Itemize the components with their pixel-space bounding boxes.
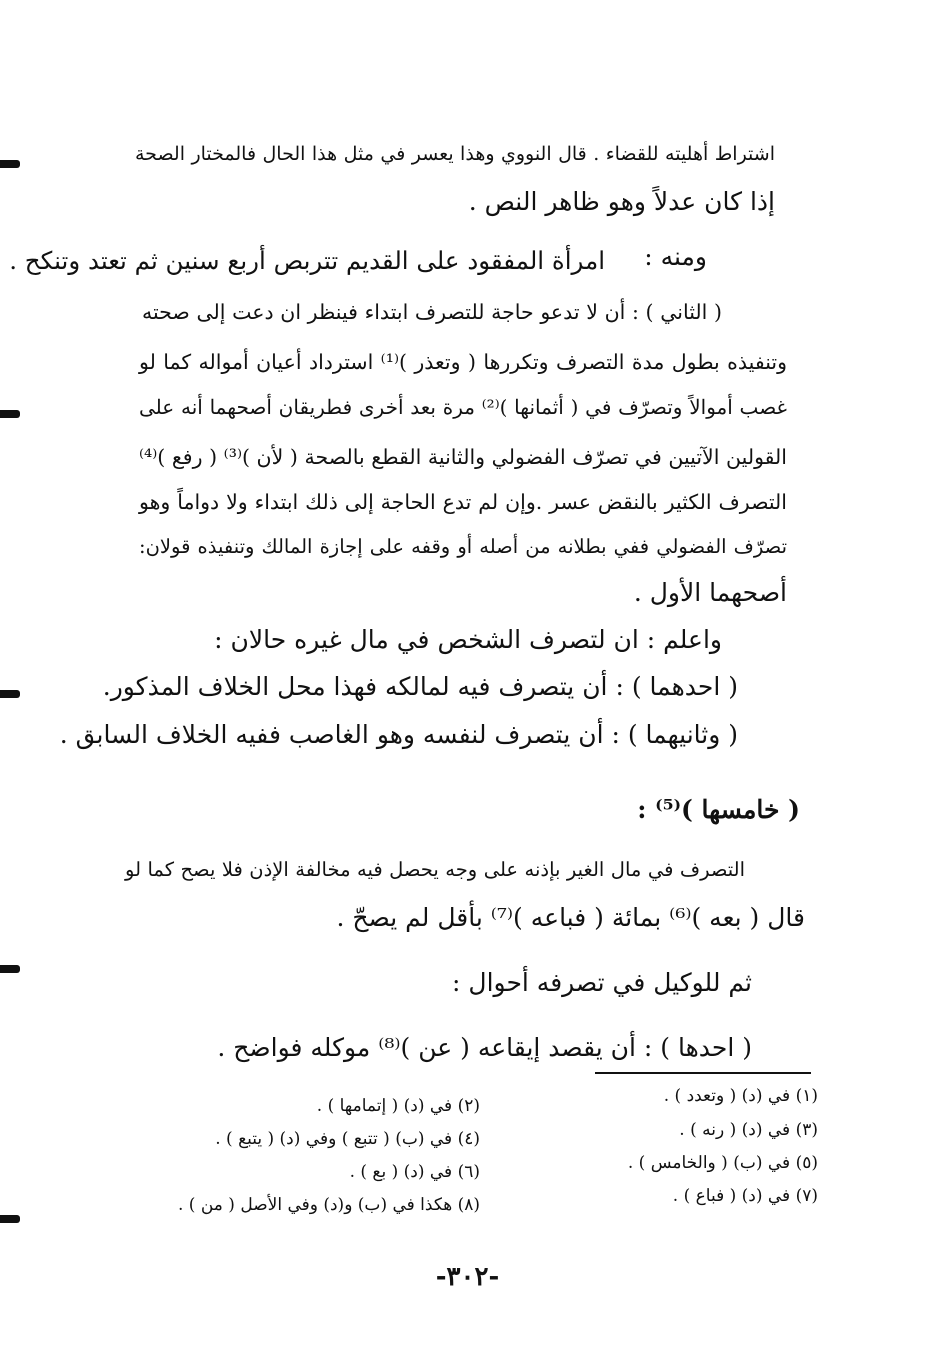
binding-mark [0,1215,20,1223]
binding-mark [0,160,20,168]
footnote-rule [595,1072,811,1074]
body-line: غصب أموالاً وتصرّف في ( أثمانها )⁽²⁾ مرة بعد أخرى فطريقان أصحهما أنه على [139,395,787,419]
binding-mark [0,690,20,698]
example-text: امرأة المفقود على القديم تتربص أربع سنين ثم تعتد وتنكح . [9,246,605,275]
section-heading: ( خامسها )⁽⁵⁾ : [637,795,800,824]
footnote: (٧) في (د) ( فباع ) . [672,1186,818,1206]
footnote: (٣) في (د) ( رنه ) . [679,1120,818,1140]
cases-intro: واعلم : ان لتصرف الشخص في مال غيره حالان : [214,625,722,654]
body-line: ( الثاني ) : أن لا تدعو حاجة للتصرف ابتداء فينظر ان دعت إلى صحته [142,300,722,324]
body-line: ثم للوكيل في تصرفه أحوال : [452,968,752,997]
body-line: اشتراط أهليته للقضاء . قال النووي وهذا يعسر في مثل هذا الحال فالمختار الصحة [135,143,775,165]
case-first: ( احدهما ) : أن يتصرف فيه لمالكه فهذا محل الخلاف المذكور. [102,672,738,701]
body-line: إذا كان عدلاً وهو ظاهر النص . [468,187,775,216]
footnote: (٥) في (ب) ( والخامس ) . [627,1153,818,1173]
first-state: ( احدها ) : أن يقصد إيقاعه ( عن )⁽⁸⁾ موكله فواضح . [217,1033,752,1062]
body-line: التصرف الكثير بالنقض عسر .وإن لم تدع الحاجة إلى ذلك ابتداء ولا دواماً وهو [139,490,787,514]
footnote: (٨) هكذا في (ب) و(د) وفي الأصل ( من ) . [177,1195,480,1215]
footnote: (٦) في (د) ( بع ) . [349,1162,480,1182]
footnote: (٤) في (ب) ( تتبع ) وفي (د) ( يتبع ) . [215,1129,480,1149]
binding-mark [0,965,20,973]
body-line: أصحهما الأول . [633,578,787,607]
body-line: تصرّف الفضولي ففي بطلانه من أصله أو وقفه على إجازة المالك وتنفيذه قولان: [139,535,787,558]
page-number: -٣٠٢- [435,1262,500,1292]
footnote: (٢) في (د) ( إتمامها ) . [316,1096,480,1116]
body-line: القولين الآتيين في تصرّف الفضولي والثانية القطع بالصحة ( لأن )⁽³⁾ ( رفع )⁽⁴⁾ [139,445,787,469]
body-line: قال ( بعه )⁽⁶⁾ بمائة ( فباعه )⁽⁷⁾ بأقل لم يصحّ . [336,903,805,932]
binding-mark [0,410,20,418]
footnote: (١) في (د) ( وتعدد ) . [663,1086,818,1106]
body-line: التصرف في مال الغير بإذنه على وجه يحصل فيه مخالفة الإذن فلا يصح كما لو [125,858,745,881]
body-line: وتنفيذه بطول مدة التصرف وتكررها ( وتعذر )⁽¹⁾ استرداد أعيان أمواله كما لو [139,350,787,374]
example-label: ومنه : [644,242,707,271]
case-second: ( وثانيهما ) : أن يتصرف لنفسه وهو الغاصب ففيه الخلاف السابق . [59,720,738,749]
